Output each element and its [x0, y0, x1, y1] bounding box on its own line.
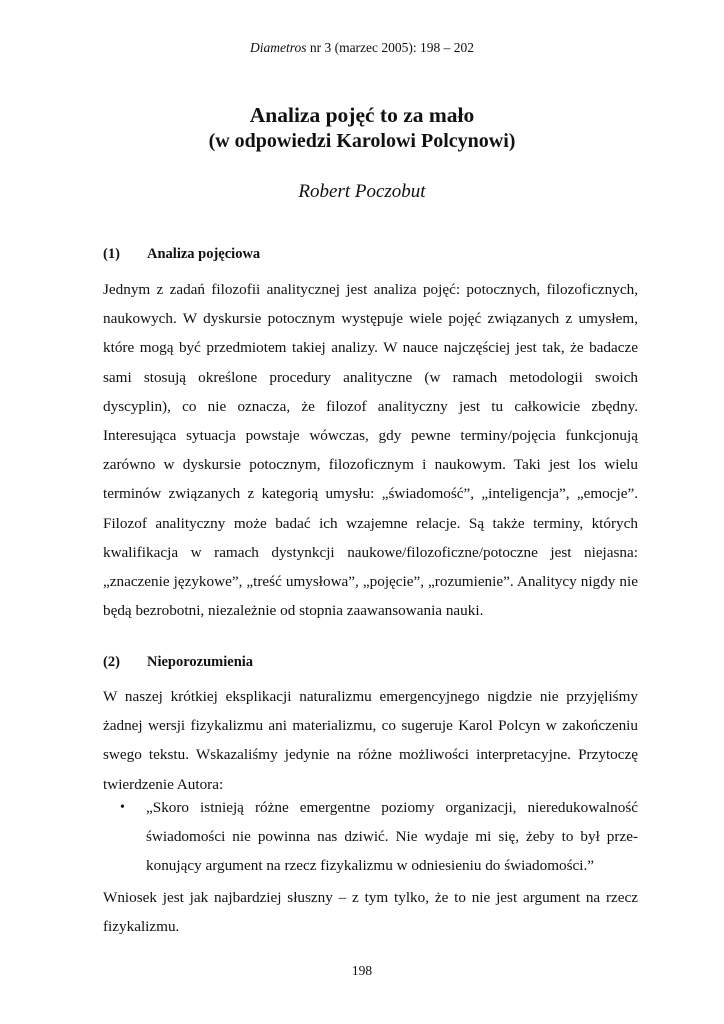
section-title: Analiza pojęciowa: [147, 246, 261, 262]
article-title: [0, 102, 724, 154]
running-head: [0, 40, 724, 56]
author-name: Robert Poczobut: [298, 181, 426, 202]
title-subtitle: (w odpowiedzi Karolowi Polcynowi): [208, 130, 516, 152]
title-main: Analiza pojęć to za mało: [249, 103, 475, 127]
journal-citation: nr 3 (marzec 2005): 198 – 202: [309, 40, 475, 55]
section-2-closing: Wniosek jest jak najbardziej słuszny – z tym tylko, że to nie jest argument na rzecz fizykalizmu.: [103, 889, 638, 936]
block-quote: [120, 793, 638, 881]
section-number: (2): [103, 654, 120, 670]
section-1-paragraph: Jednym z zadań filozofii analitycznej jest analiza pojęć: potocznych, filozoficznych, naukowych. W dyskursie potocznym występuje wiele pojęć związanych z umysłem, które mogą być przedmiotem takiej analizy. W nauce najczęściej jest tak, że badacze sami stosują określone procedury analityczne (w ramach metodologii swoich dyscyplin), co nie oznacza, że filozof analityczny jest tu całkowicie zbędny. Interesująca sytuacja powstaje wówczas, gdy pewne terminy/​pojęcia funkcjonują zarówno w dyskursie potocznym, filozoficznym i naukowym. Taki jest los wielu terminów związanych z kategorią umysłu: „świadomość”, „inteligencja”, „emocje”. Filozof analityczny może badać ich wzajemne relacje. Są także terminy, których kwalifikacja w ramach dystynkcji naukowe/filozoficzne/​potoczne jest niejasna: „znaczenie językowe”, „treść umysłowa”, „pojęcie”, „rozumienie”. Analitycy nigdy nie będą bezrobotni, niezależnie od stopnia zaawansowania nauki.: [103, 281, 638, 620]
quote-text: „Skoro istnieją różne emergentne poziomy organizacji, nieredukowalność świadomości nie powinna nas dziwić. Nie wydaje mi się, żeby to był przekonujący argument na rzecz fizykalizmu w odniesieniu do świadomości.”: [146, 799, 638, 875]
section-heading-1: [103, 246, 260, 263]
section-heading-2: [103, 654, 253, 671]
bullet-icon: •: [120, 800, 125, 815]
section-2-paragraph: W naszej krótkiej eksplikacji naturalizmu emergencyjnego nigdzie nie przyjęliśmy żadnej wersji fizykalizmu ani materializmu, co sugeruje Karol Polcyn w zakończeniu swego tekstu. Wskazaliśmy jedynie na różne możliwości interpretacyjne. Przytoczę twierdzenie Autora:: [103, 688, 638, 793]
section-number: (1): [103, 246, 120, 262]
page-number: 198: [351, 963, 373, 978]
journal-name: Diametros: [249, 40, 307, 55]
section-title: Nieporozumienia: [147, 654, 254, 670]
